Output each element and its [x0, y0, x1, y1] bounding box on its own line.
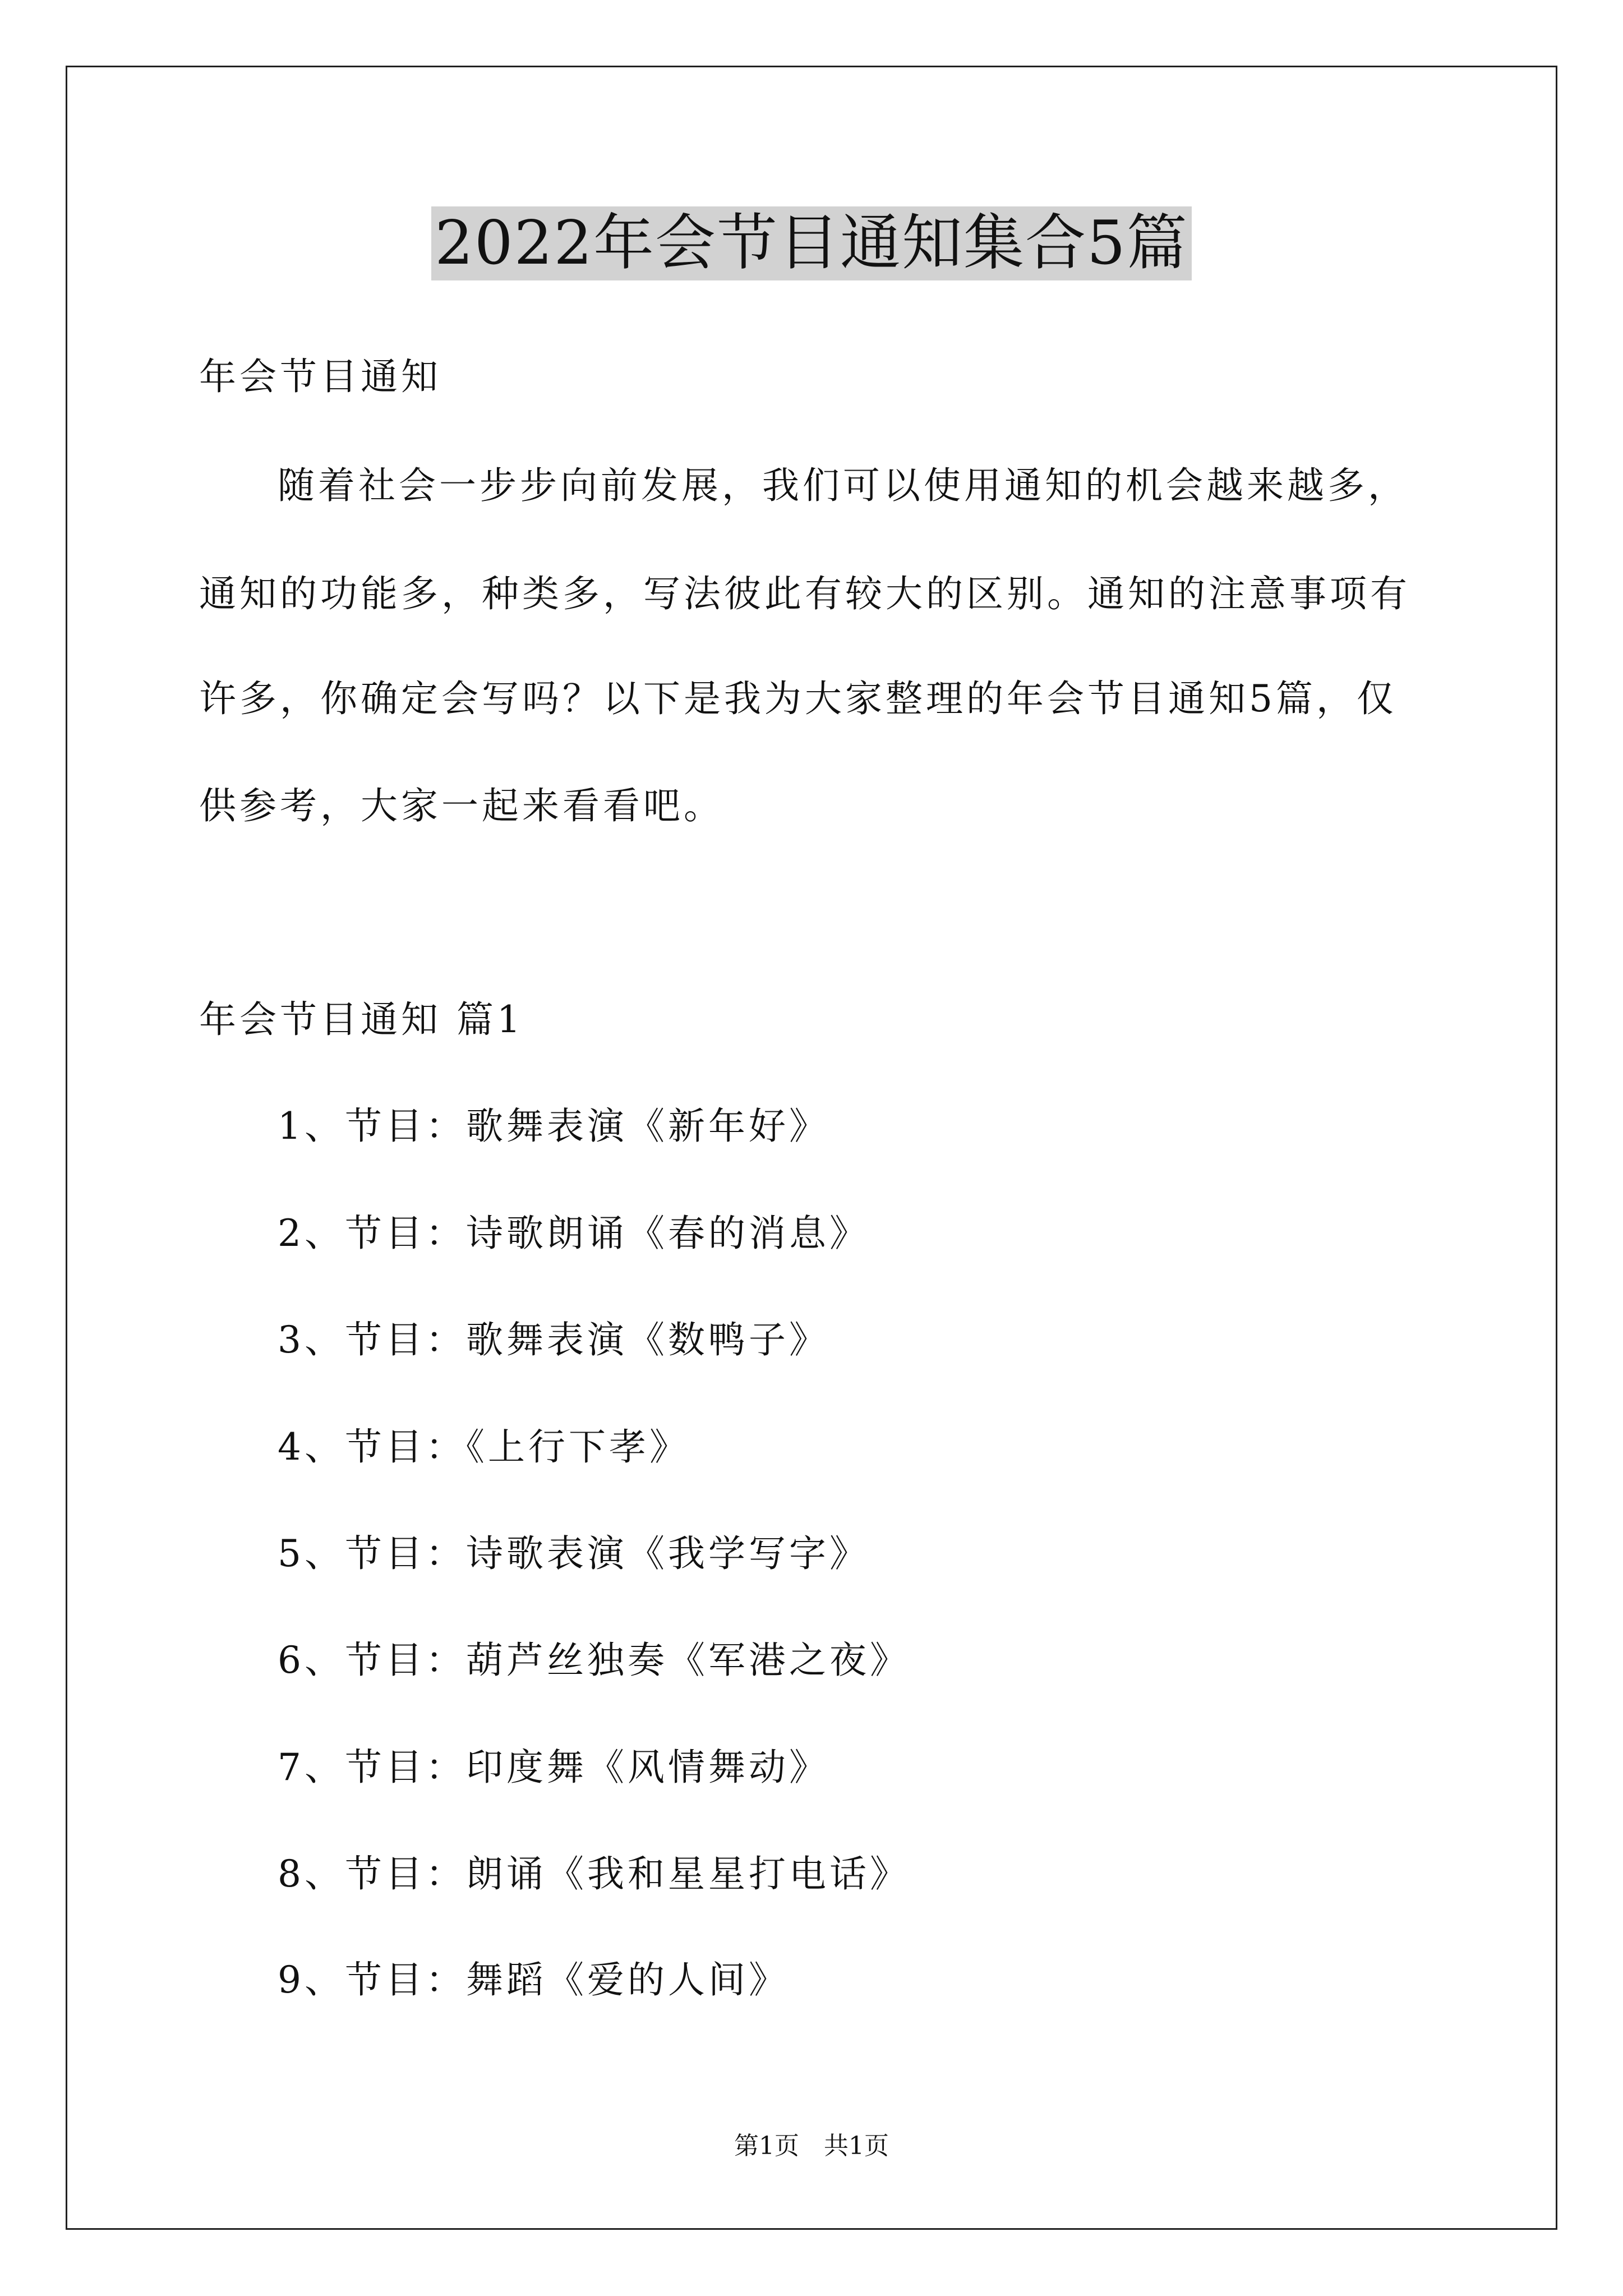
program-item-9: 9、节目：舞蹈《爱的人间》: [278, 1958, 789, 2001]
program-item-7: 7、节目：印度舞《风情舞动》: [278, 1746, 829, 1789]
program-item-6: 6、节目：葫芦丝独奏《军港之夜》: [278, 1639, 910, 1682]
program-item-8: 8、节目：朗诵《我和星星打电话》: [278, 1852, 910, 1895]
intro-line-1: 随着社会一步步向前发展，我们可以使用通知的机会越来越多，: [278, 464, 1408, 507]
article-heading: 年会节目通知 篇1: [199, 998, 524, 1041]
title-container: [0, 206, 1623, 280]
program-item-1: 1、节目：歌舞表演《新年好》: [278, 1105, 829, 1148]
program-item-4: 4、节目：《上行下孝》: [278, 1425, 690, 1469]
program-item-3: 3、节目：歌舞表演《数鸭子》: [278, 1318, 829, 1361]
program-item-2: 2、节目：诗歌朗诵《春的消息》: [278, 1212, 870, 1255]
intro-line-4: 供参考，大家一起来看看吧。: [199, 784, 724, 827]
page-footer: 第1页 共1页: [734, 2132, 889, 2160]
intro-line-3: 许多，你确定会写吗？以下是我为大家整理的年会节目通知5篇，仅: [199, 677, 1397, 720]
program-item-5: 5、节目：诗歌表演《我学写字》: [278, 1532, 870, 1575]
section-heading: 年会节目通知: [199, 355, 441, 398]
intro-line-2: 通知的功能多，种类多，写法彼此有较大的区别。通知的注意事项有: [199, 572, 1410, 615]
document-title: 2022年会节目通知集合5篇: [431, 206, 1192, 280]
